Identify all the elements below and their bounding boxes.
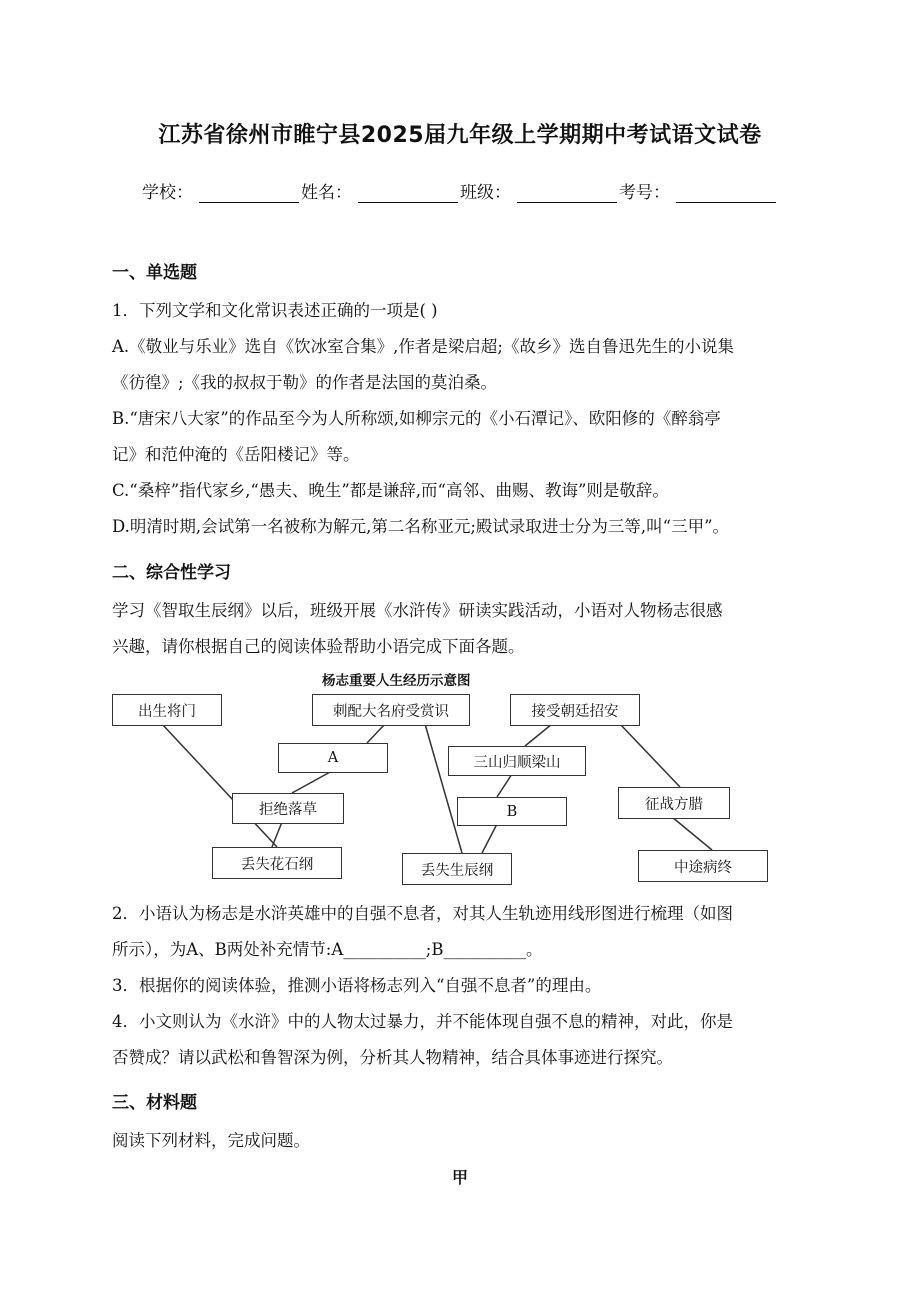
connector-line xyxy=(482,824,497,853)
connector-line xyxy=(672,817,712,850)
class-label: 班级： xyxy=(460,183,511,203)
connector-line xyxy=(525,724,552,746)
page-title: 江苏省徐州市睢宁县2025届九年级上学期期中考试语文试卷 xyxy=(158,123,762,148)
name-field[interactable] xyxy=(301,178,460,203)
q1-option-d: D.明清时期,会试第一名被称为解元,第二名称亚元;殿试录取进士分为三等,叫“三甲”。 xyxy=(112,517,730,536)
connector-line xyxy=(620,724,680,787)
connector-line xyxy=(367,724,385,743)
number-label: 考号： xyxy=(619,183,670,203)
school-blank[interactable] xyxy=(199,184,299,203)
q4-line1: 4．小文则认为《水浒》中的人物太过暴力，并不能体现自强不息的精神，对此，你是 xyxy=(112,1012,733,1031)
class-field[interactable] xyxy=(460,178,619,203)
node-accept-amnesty: 接受朝廷招安 xyxy=(510,694,640,726)
q3: 3．根据你的阅读体验，推测小语将杨志列入“自强不息者”的理由。 xyxy=(112,976,602,995)
node-fang-la: 征战方腊 xyxy=(618,787,730,819)
number-field[interactable] xyxy=(619,178,778,203)
section-heading-3: 三、材料题 xyxy=(112,1093,197,1113)
material-label-jia: 甲 xyxy=(451,1168,468,1187)
q1-option-b-line2: 记》和范仲淹的《岳阳楼记》等。 xyxy=(112,445,360,464)
q1-option-c: C.“桑梓”指代家乡,“愚夫、晚生”都是谦辞,而“高邻、曲赐、教诲”则是敬辞。 xyxy=(112,481,669,500)
name-blank[interactable] xyxy=(358,184,458,203)
material-intro: 阅读下列材料，完成问题。 xyxy=(112,1131,310,1150)
q4-line2: 否赞成？请以武松和鲁智深为例，分析其人物精神，结合具体事迹进行探究。 xyxy=(112,1048,673,1067)
q2-line2: 所示），为A、B两处补充情节:A__________;B__________。 xyxy=(112,940,543,959)
q2-line1: 2．小语认为杨志是水浒英雄中的自强不息者，对其人生轨迹用线形图进行梳理（如图 xyxy=(112,904,733,923)
school-label: 学校： xyxy=(142,183,193,203)
node-died-midway: 中途病终 xyxy=(638,850,768,882)
connector-line xyxy=(425,724,462,853)
intro-line1: 学习《智取生辰纲》以后，班级开展《水浒传》研读实践活动，小语对人物杨志很感 xyxy=(112,601,723,620)
q1-option-b-line1: B.“唐宋八大家”的作品至今为人所称颂,如柳宗元的《小石潭记》、欧阳修的《醉翁亭 xyxy=(112,409,721,428)
class-blank[interactable] xyxy=(517,184,617,203)
number-blank[interactable] xyxy=(676,184,776,203)
connector-line xyxy=(272,822,282,847)
q1-option-a-line2: 《彷徨》;《我的叔叔于勒》的作者是法国的莫泊桑。 xyxy=(112,373,498,392)
connector-line xyxy=(162,724,277,847)
connector-line xyxy=(292,771,332,793)
node-three-mountains: 三山归顺梁山 xyxy=(448,746,586,776)
node-lost-huashigang: 丢失花石纲 xyxy=(212,847,342,879)
name-label: 姓名： xyxy=(301,183,352,203)
node-exiled-daming: 刺配大名府受赏识 xyxy=(312,694,470,726)
node-blank-a: A xyxy=(278,743,388,773)
q1-stem: 1．下列文学和文化常识表述正确的一项是( ) xyxy=(112,301,438,320)
yang-zhi-life-diagram xyxy=(112,667,772,887)
node-blank-b: B xyxy=(457,797,567,826)
q1-option-a-line1: A.《敬业与乐业》选自《饮冰室合集》,作者是梁启超;《故乡》选自鲁迅先生的小说集 xyxy=(112,337,734,356)
node-refuse-banditry: 拒绝落草 xyxy=(232,793,344,824)
school-field[interactable] xyxy=(142,178,301,203)
node-lost-shengchengang: 丢失生辰纲 xyxy=(402,853,512,885)
section-heading-2: 二、综合性学习 xyxy=(112,563,231,583)
section-heading-1: 一、单选题 xyxy=(112,263,197,283)
intro-line2: 兴趣，请你根据自己的阅读体验帮助小语完成下面各题。 xyxy=(112,637,525,656)
diagram-title: 杨志重要人生经历示意图 xyxy=(322,673,471,689)
connector-line xyxy=(497,774,512,797)
student-info-row xyxy=(0,178,920,203)
node-born-general-family: 出生将门 xyxy=(112,694,222,726)
